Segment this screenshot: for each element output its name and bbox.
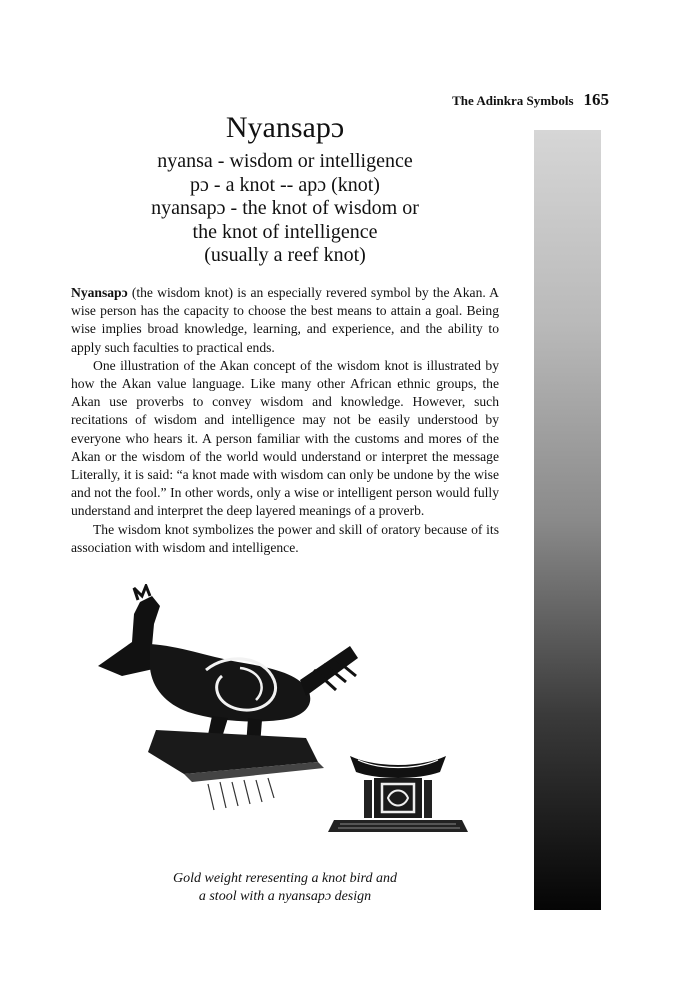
figure-caption — [110, 870, 460, 906]
stool-figure — [328, 756, 468, 832]
paragraph — [71, 521, 499, 557]
page-number: 165 — [583, 90, 609, 109]
subtitle-line: pɔ - a knot -- apɔ (knot) — [190, 173, 380, 196]
running-header — [452, 90, 609, 110]
subtitle-line: (usually a reef knot) — [204, 244, 366, 266]
paragraph-text: One illustration of the Akan concept of the wisdom knot is illustrated by how the Akan value language. Like many other African ethnic groups, the Akan use proverbs to convey wisdom and knowledge. However, such recitations of wisdom and intelligence may not be easily understood by everyone who hears it. A person familiar with the customs and mores of the Akan or the wisdom of the world would understand or interpret the message Literally, it is said: “a knot made with wisdom can only be undone by the wise and not the fool.” In other words, only a wise or intelligent person would fully understand and interpret the deep layered meanings of a proverb. — [71, 357, 499, 519]
body-text — [71, 284, 499, 557]
paragraph-text: The wisdom knot symbolizes the power and skill of oratory because of its association with wisdom and intelligence. — [71, 521, 499, 555]
paragraph-lead: Nyansapɔ — [71, 285, 128, 300]
gold-weight-illustration — [88, 584, 508, 844]
caption-line: a stool with a nyansapɔ design — [198, 889, 372, 904]
knot-bird-figure — [98, 586, 358, 810]
paragraph-text: (the wisdom knot) is an especially revered symbol by the Akan. A wise person has the capacity to choose the best means to attain a goal. Being wise implies broad knowledge, learning, and experience, and the ability to apply such faculties to practical ends. — [71, 285, 499, 355]
subtitle-line: nyansapɔ - the knot of wisdom or — [151, 197, 419, 219]
paragraph — [71, 357, 499, 521]
side-gradient-bar — [534, 130, 601, 910]
paragraph — [71, 284, 499, 357]
page-title: Nyansapɔ — [225, 111, 345, 144]
caption-line: Gold weight reresenting a knot bird and — [173, 871, 397, 886]
subtitle-line: the knot of intelligence — [192, 220, 378, 243]
title-block — [70, 110, 500, 268]
subtitle-line: nyansa - wisdom or intelligence — [157, 150, 413, 172]
running-title: The Adinkra Symbols — [452, 93, 574, 108]
